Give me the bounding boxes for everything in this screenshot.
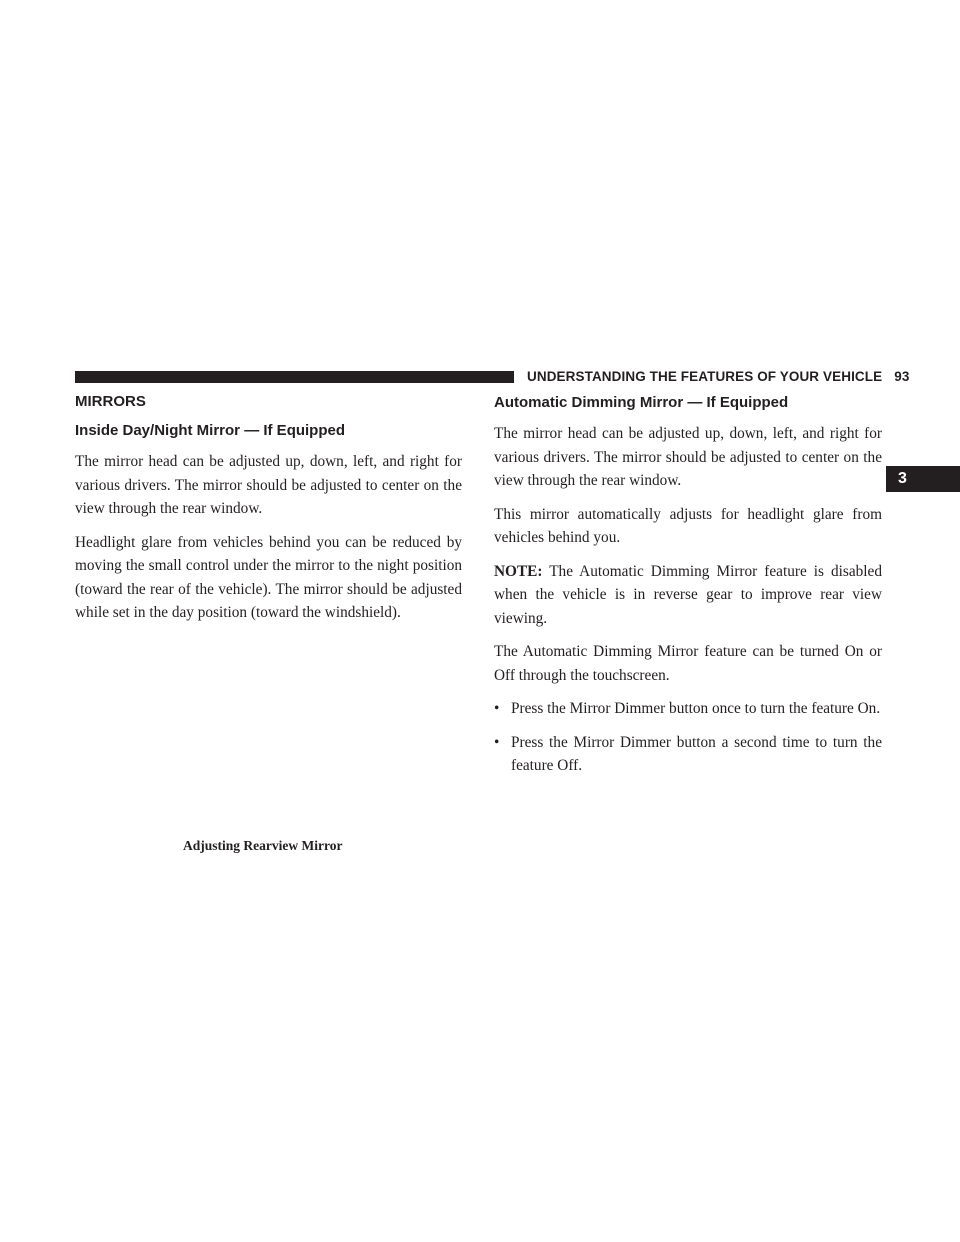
chapter-tab: 3 (886, 466, 960, 492)
bullet-list (494, 697, 882, 778)
running-header (527, 369, 909, 384)
note-text: The Automatic Dimming Mirror feature is disabled when the vehicle is in reverse gear to improve rear view viewing. (494, 562, 882, 627)
page-number: 93 (894, 369, 910, 384)
list-item (494, 731, 882, 778)
note-label: NOTE: (494, 562, 543, 580)
list-item (494, 697, 882, 721)
right-column (494, 393, 882, 788)
figure-caption: Adjusting Rearview Mirror (183, 838, 343, 853)
subheading-automatic-dimming-mirror: Automatic Dimming Mirror — If Equipped (494, 394, 789, 411)
paragraph: Headlight glare from vehicles behind you can be reduced by moving the small control under the mirror to the night position (toward the rear of the vehicle). The mirror should be adjusted while set in the day position (toward the windshield). (75, 533, 462, 621)
list-item-text: Press the Mirror Dimmer button once to turn the feature On. (511, 700, 881, 717)
list-item-text: Press the Mirror Dimmer button a second time to turn the feature Off. (511, 733, 882, 774)
bullet-icon: • (494, 733, 500, 751)
paragraph: This mirror automatically adjusts for headlight glare from vehicles behind you. (494, 505, 882, 546)
header-rule (75, 371, 514, 383)
paragraph: The mirror head can be adjusted up, down, left, and right for various drivers. The mirror should be adjusted to center on the view through the rear window. (494, 425, 882, 489)
section-heading: MIRRORS (75, 393, 146, 410)
note-paragraph (494, 560, 882, 631)
bullet-icon: • (494, 700, 500, 717)
paragraph: The mirror head can be adjusted up, down, left, and right for various drivers. The mirror should be adjusted to center on the view through the rear window. (75, 453, 462, 517)
left-column (75, 393, 462, 635)
header-title: UNDERSTANDING THE FEATURES OF YOUR VEHICLE (527, 369, 883, 384)
subheading-day-night-mirror: Inside Day/Night Mirror — If Equipped (75, 422, 346, 439)
paragraph: The Automatic Dimming Mirror feature can be turned On or Off through the touchscreen. (494, 643, 882, 684)
